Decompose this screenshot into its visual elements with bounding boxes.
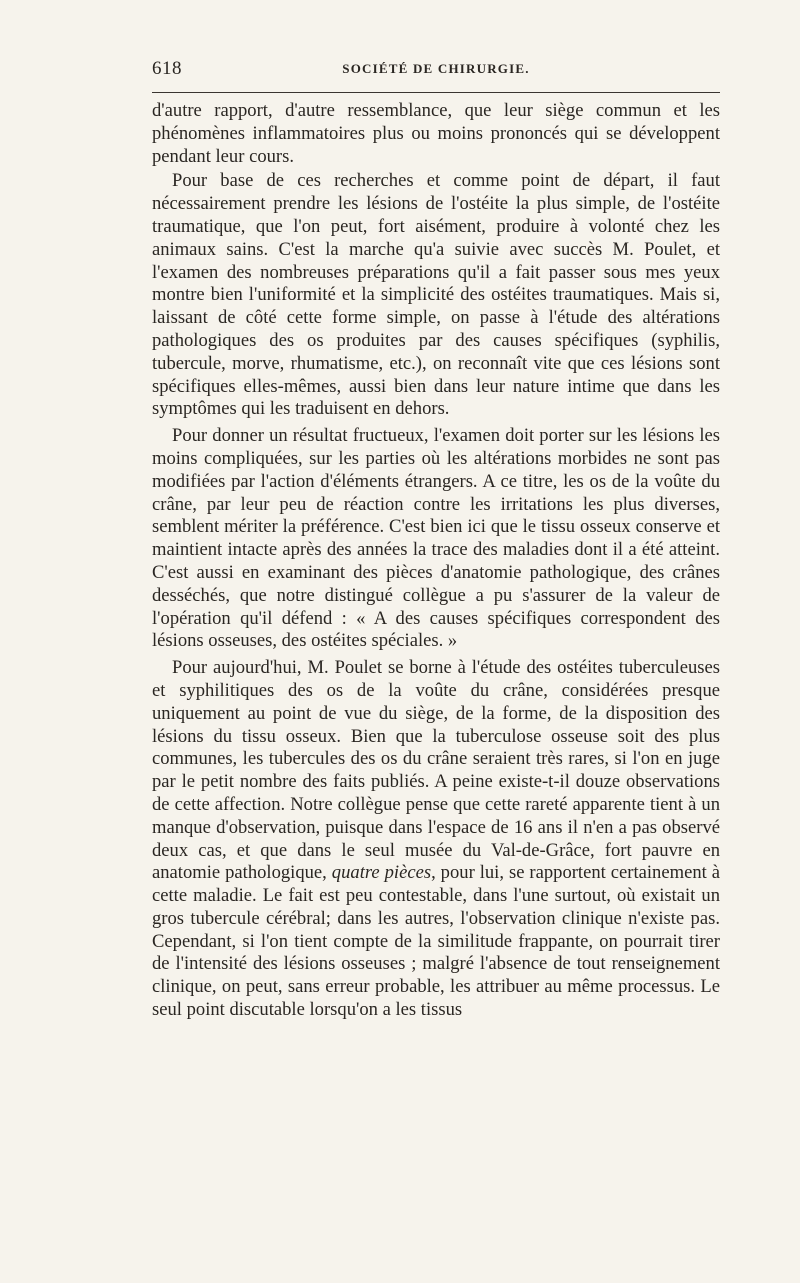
- paragraph-4-after: , pour lui, se rapportent certainement à cette maladie. Le fait est peu contestable, dans l'une surtout, où existait un gros tubercule cérébral; dans les autres, l'observation clinique n'existe pas. Cependant, si l'on tient compte de la similitude frappante, on pourrait tirer de l'intensité des lésions osseuses ; malgré l'absence de tout renseignement clinique, on peut, sans erreur probable, les attribuer au même processus. Le seul point discutable lorsqu'on a les tissus: [152, 862, 720, 1021]
- page-number: 618: [152, 58, 182, 79]
- paragraph-4-italic: quatre pièces: [331, 862, 432, 884]
- body-text: [152, 100, 720, 1024]
- paragraph-1: d'autre rapport, d'autre ressemblance, que leur siège commun et les phénomènes inflammatoires plus ou moins prononcés qui se développent pendant leur cours.: [152, 100, 720, 167]
- paragraph-2: Pour base de ces recherches et comme point de départ, il faut nécessairement prendre les lésions de l'ostéite la plus simple, de l'ostéite traumatique, que l'on peut, fort aisément, produire à volonté chez les animaux sains. C'est la marche qu'a suivie avec succès M. Poulet, et l'examen des nombreuses préparations qu'il a fait passer sous mes yeux montre bien l'uniformité et la simplicité des ostéites traumatiques. Mais si, laissant de côté cette forme simple, on passe à l'étude des altérations pathologiques des os produites par des causes spécifiques (syphilis, tubercule, morve, rhumatisme, etc.), on reconnaît vite que ces lésions sont spécifiques elles-mêmes, aussi bien dans leur nature intime que dans les symptômes qui les traduisent en dehors.: [152, 170, 720, 420]
- header-rule: [152, 92, 720, 93]
- paragraph-4-before: Pour aujourd'hui, M. Poulet se borne à l'étude des ostéites tuberculeuses et syphilitiques des os de la voûte du crâne, considérées presque uniquement au point de vue du siège, de la forme, de la disposition des lésions du tissu osseux. Bien que la tuberculose osseuse soit des plus communes, les tubercules des os du crâne seraient très rares, si l'on en juge par le petit nombre des faits publiés. A peine existe-t-il douze observations de cette affection. Notre collègue pense que cette rareté apparente tient à un manque d'observation, puisque dans l'espace de 16 ans il n'en a pas observé deux cas, et que dans le seul musée du Val-de-Grâce, fort pauvre en anatomie pathologique,: [152, 657, 720, 884]
- running-head: SOCIÉTÉ DE CHIRURGIE.: [342, 61, 530, 76]
- paragraph-3: Pour donner un résultat fructueux, l'examen doit porter sur les lésions les moins compliquées, sur les parties où les altérations morbides ne sont pas modifiées par l'action d'éléments étrangers. A ce titre, les os de la voûte du crâne, par leur peu de réaction contre les irritations les plus diverses, semblent mériter la préférence. C'est bien ici que le tissu osseux conserve et maintient intacte après des années la trace des maladies dont il a été atteint. C'est aussi en examinant des pièces d'anatomie pathologique, des crânes desséchés, que notre distingué collègue a pu s'assurer de la valeur de l'opération qu'il défend : « A des causes spécifiques correspondent des lésions osseuses, des ostéites spéciales. »: [152, 425, 720, 652]
- paragraph-4: [152, 657, 720, 1022]
- page-header: [152, 58, 720, 84]
